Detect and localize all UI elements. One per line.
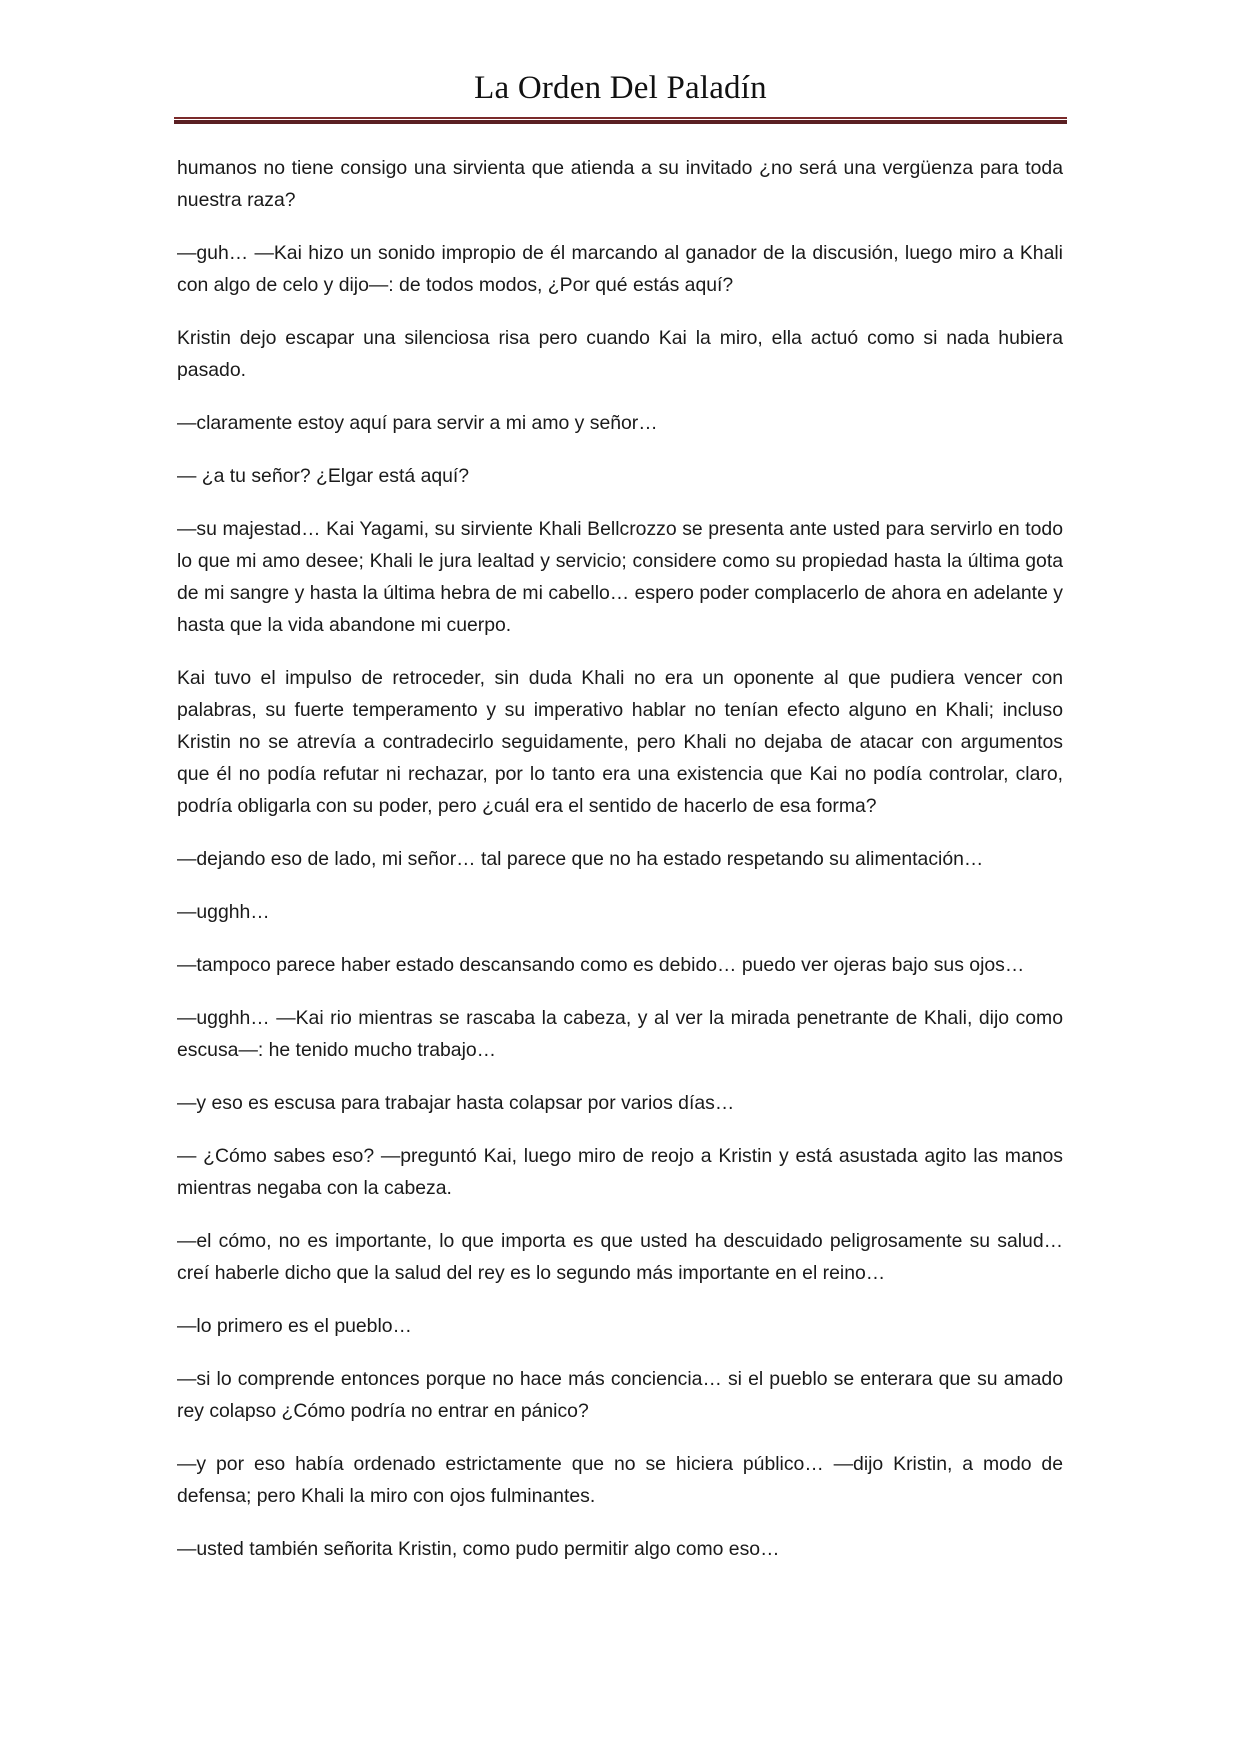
paragraph: —el cómo, no es importante, lo que importa es que usted ha descuidado peligrosamente su salud… creí haberle dicho que la salud del rey es lo segundo más importante en el reino… <box>177 1230 1063 1284</box>
paragraph: —ugghh… <box>177 901 270 923</box>
header-divider-thin <box>174 117 1067 119</box>
paragraph: —claramente estoy aquí para servir a mi amo y señor… <box>177 412 658 434</box>
paragraph: —guh… —Kai hizo un sonido impropio de él marcando al ganador de la discusión, luego miro a Khali con algo de celo y dijo—: de todos modos, ¿Por qué estás aquí? <box>177 242 1063 296</box>
page-title: La Orden Del Paladín <box>474 70 767 106</box>
paragraph: —y eso es escusa para trabajar hasta colapsar por varios días… <box>177 1092 735 1114</box>
paragraph: — ¿a tu señor? ¿Elgar está aquí? <box>177 465 470 487</box>
paragraph: —lo primero es el pueblo… <box>177 1315 412 1337</box>
paragraph: —ugghh… —Kai rio mientras se rascaba la cabeza, y al ver la mirada penetrante de Khali, dijo como escusa—: he tenido mucho trabajo… <box>177 1007 1063 1061</box>
document-body <box>177 152 1063 1586</box>
paragraph: —y por eso había ordenado estrictamente que no se hiciera público… —dijo Kristin, a modo de defensa; pero Khali la miro con ojos fulminantes. <box>177 1453 1063 1507</box>
paragraph: —si lo comprende entonces porque no hace más conciencia… si el pueblo se enterara que su amado rey colapso ¿Cómo podría no entrar en pánico? <box>177 1368 1063 1422</box>
paragraph: —su majestad… Kai Yagami, su sirviente Khali Bellcrozzo se presenta ante usted para servirlo en todo lo que mi amo desee; Khali le jura lealtad y servicio; considere como su propiedad hasta la última gota de mi sangre y hasta la última hebra de mi cabello… espero poder complacerlo de ahora en adelante y hasta que la vida abandone mi cuerpo. <box>177 518 1063 636</box>
paragraph: —dejando eso de lado, mi señor… tal parece que no ha estado respetando su alimentación… <box>177 848 984 870</box>
page-header <box>174 70 1067 108</box>
paragraph: —usted también señorita Kristin, como pudo permitir algo como eso… <box>177 1538 780 1560</box>
paragraph: — ¿Cómo sabes eso? —preguntó Kai, luego miro de reojo a Kristin y está asustada agito las manos mientras negaba con la cabeza. <box>177 1145 1063 1199</box>
paragraph: humanos no tiene consigo una sirvienta que atienda a su invitado ¿no será una vergüenza para toda nuestra raza? <box>177 157 1063 211</box>
header-divider-thick <box>174 120 1067 124</box>
paragraph: —tampoco parece haber estado descansando como es debido… puedo ver ojeras bajo sus ojos… <box>177 954 1025 976</box>
paragraph: Kristin dejo escapar una silenciosa risa pero cuando Kai la miro, ella actuó como si nada hubiera pasado. <box>177 327 1063 381</box>
paragraph: Kai tuvo el impulso de retroceder, sin duda Khali no era un oponente al que pudiera vencer con palabras, su fuerte temperamento y su imperativo hablar no tenían efecto alguno en Khali; incluso Kristin no se atrevía a contradecirlo seguidamente, pero Khali no dejaba de atacar con argumentos que él no podía refutar ni rechazar, por lo tanto era una existencia que Kai no podía controlar, claro, podría obligarla con su poder, pero ¿cuál era el sentido de hacerlo de esa forma? <box>177 667 1063 817</box>
